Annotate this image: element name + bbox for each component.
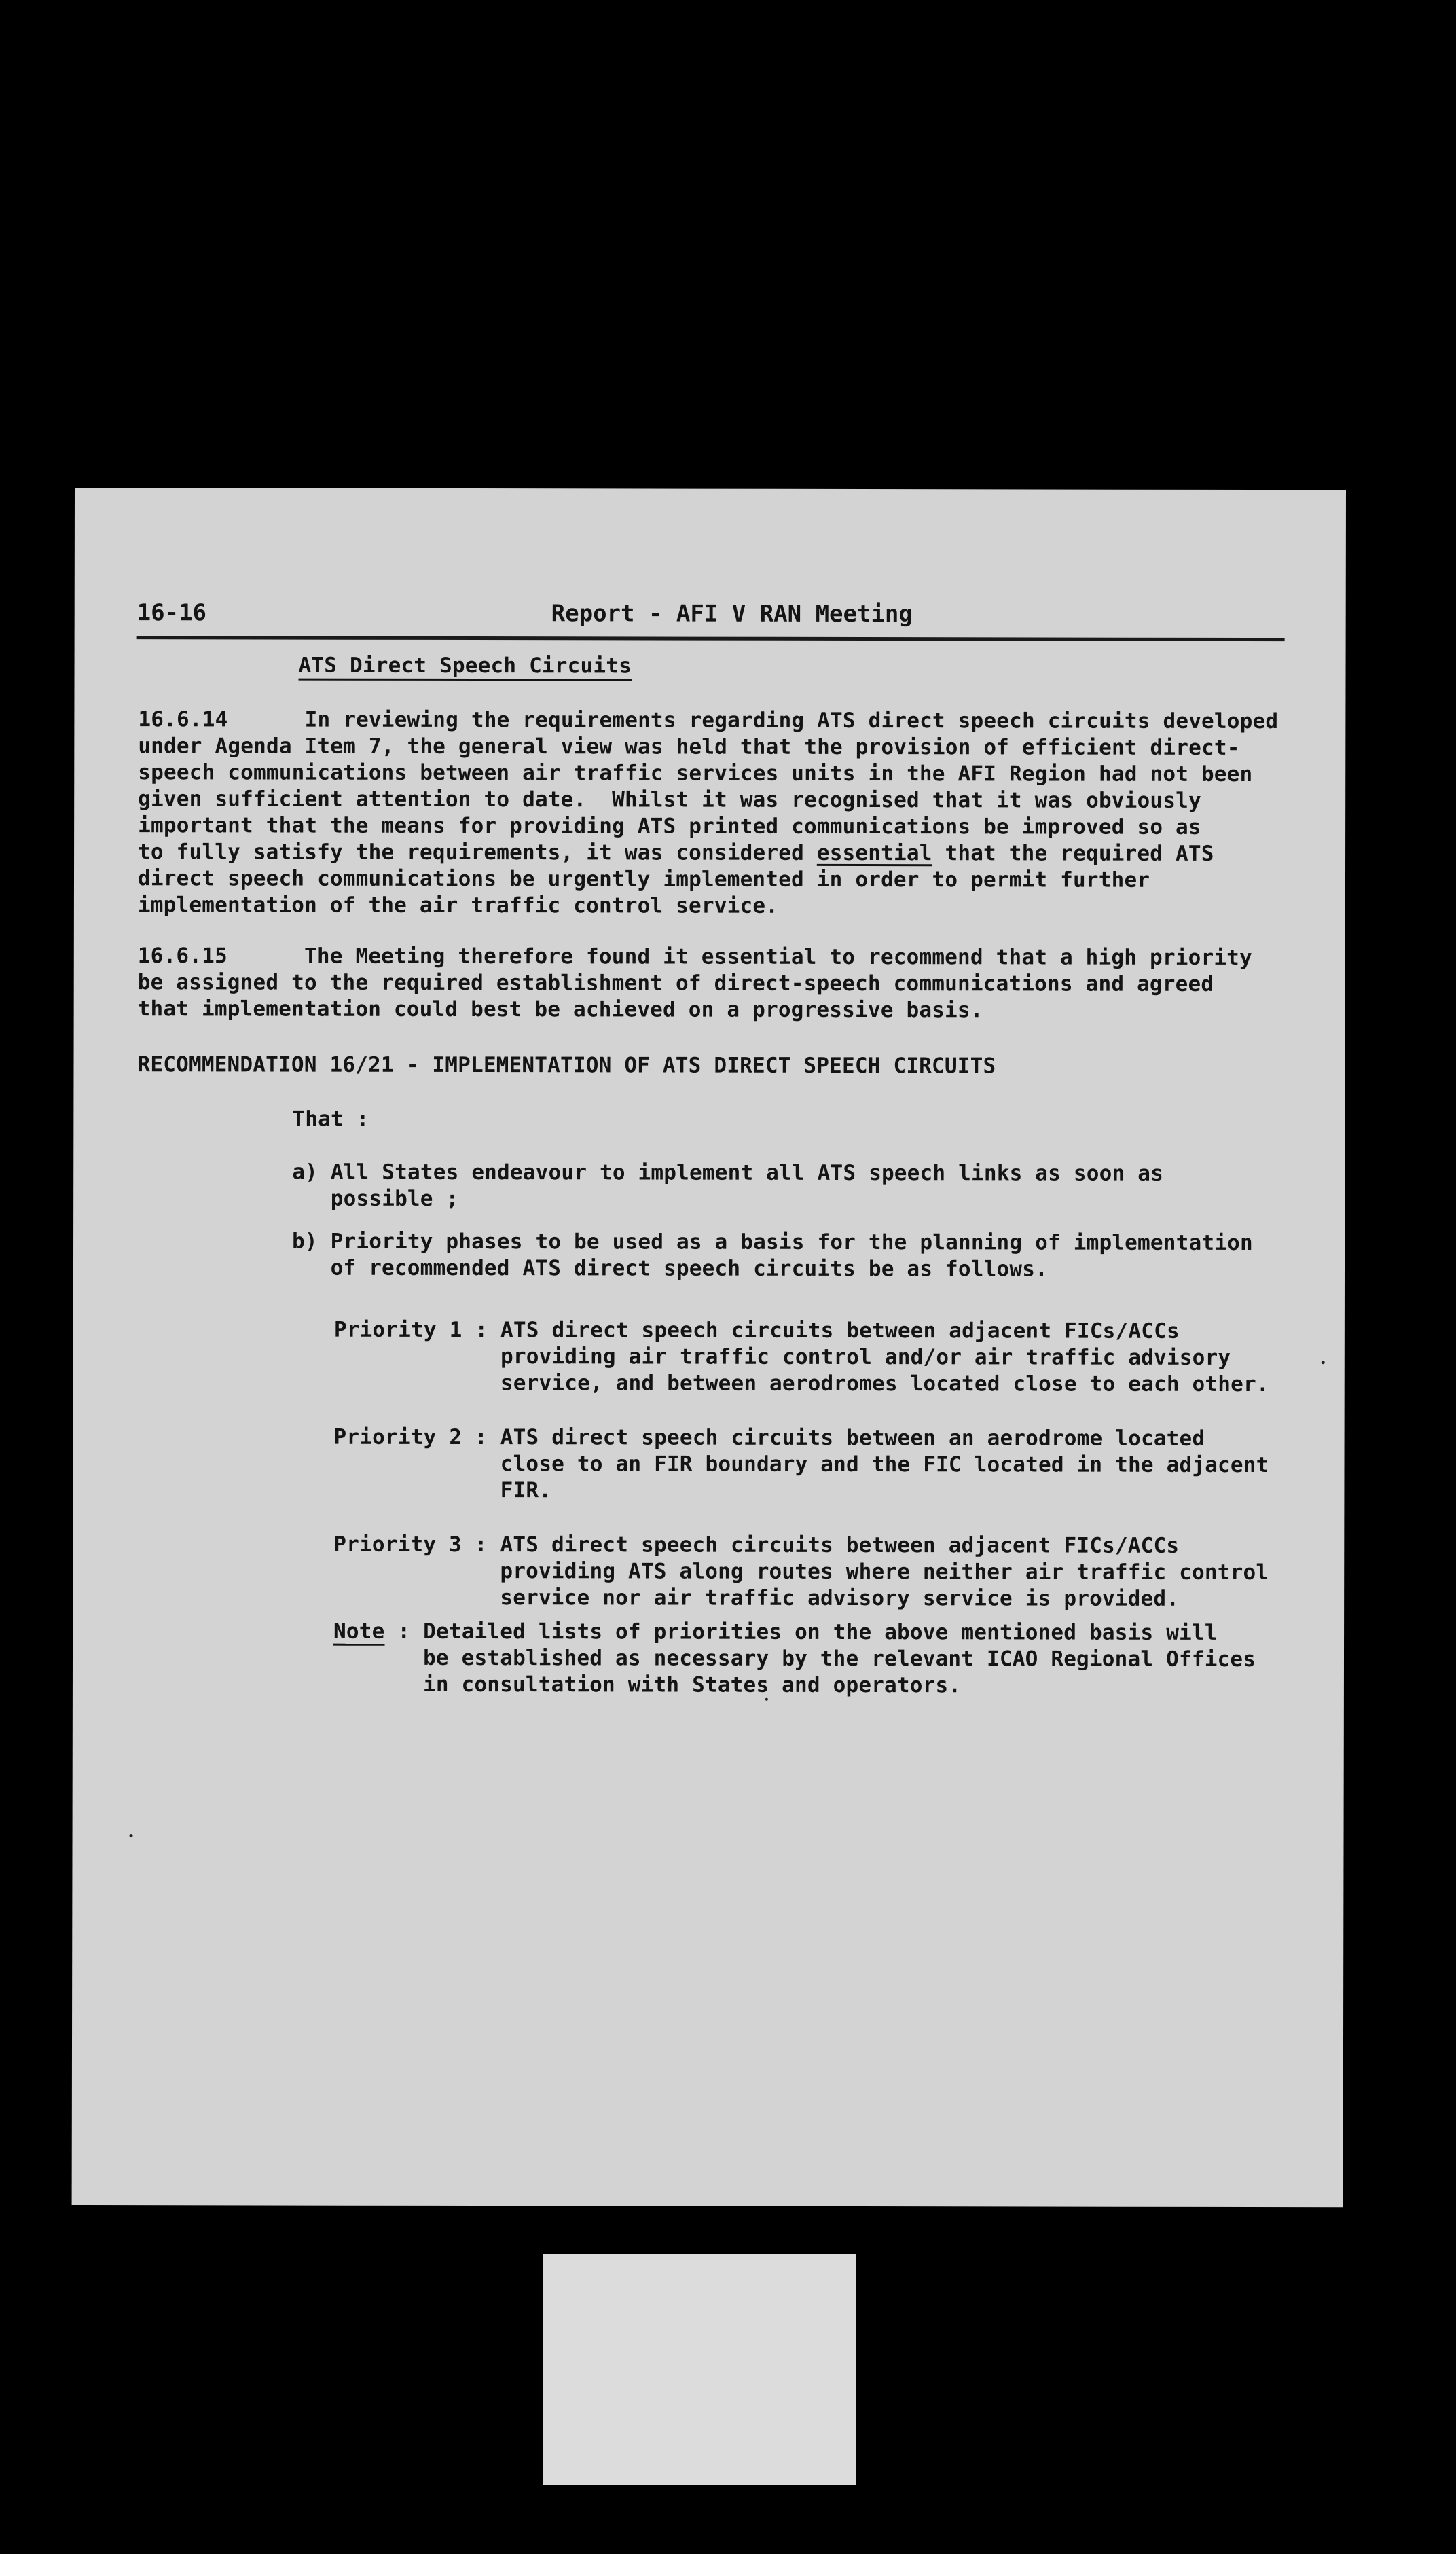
paragraph-line: that implementation could best be achieved on a progressive basis. — [137, 996, 983, 1023]
that-label: That : — [292, 1107, 369, 1132]
paragraph-line-head: to fully satisfy the requirements, it was considered — [138, 840, 817, 865]
blank-card — [543, 2254, 856, 2485]
paragraph-line: under Agenda Item 7, the general view was held that the provision of efficient direct- — [138, 734, 1240, 760]
paper-speck — [765, 1698, 768, 1701]
paper-speck — [130, 1834, 133, 1837]
section-heading: ATS Direct Speech Circuits — [298, 653, 632, 679]
priority-3: Priority 3 : ATS direct speech circuits between adjacent FICs/ACCs providing ATS along routes where neither air traffic control service nor air traffic advisory service is provided. — [333, 1532, 1269, 1611]
note-label: Note — [333, 1619, 385, 1644]
priority-2: Priority 2 : ATS direct speech circuits between an aerodrome located close to an FIR boundary and the FIC located in the adjacent FIR. — [333, 1424, 1269, 1503]
paragraph-line: given sufficient attention to date. Whilst it was recognised that it was obviously — [138, 787, 1201, 813]
page-number: 16-16 — [136, 599, 207, 627]
recommendation-item-b: b) Priority phases to be used as a basis for the planning of implementation of recommended ATS direct speech circuits be as follows. — [291, 1229, 1253, 1282]
paragraph-line-tail: that the required ATS — [932, 841, 1214, 866]
paragraph-line: implementation of the air traffic control service. — [137, 893, 779, 918]
emphasis-word: essential — [816, 840, 932, 866]
priority-1: Priority 1 : ATS direct speech circuits between adjacent FICs/ACCs providing air traffic control and/or air traffic advisory service, and between aerodromes located close to each other. — [333, 1317, 1269, 1397]
note-block — [333, 1619, 1256, 1699]
recommendation-item-a: a) All States endeavour to implement all ATS speech links as soon as possible ; — [292, 1159, 1164, 1211]
paragraph-line-with-emphasis — [138, 839, 1306, 867]
page-header — [137, 595, 1285, 641]
paragraph-line: 16.6.15 The Meeting therefore found it essential to recommend that a high priority — [137, 943, 1252, 971]
note-text: : Detailed lists of priorities on the above mentioned basis will be established as necessary by the relevant ICAO Regional Offices in consultation with States and operators. — [333, 1619, 1256, 1698]
paragraph-line: direct speech communications be urgently implemented in order to permit further — [137, 866, 1150, 893]
paragraph-line: be assigned to the required establishment of direct-speech communications and agreed — [137, 970, 1214, 996]
paper-speck — [1322, 1361, 1325, 1364]
paragraph-line: 16.6.14 In reviewing the requirements regarding ATS direct speech circuits developed — [138, 707, 1279, 734]
document-page — [72, 488, 1346, 2207]
paragraph-line: important that the means for providing ATS printed communications be improved so as — [138, 813, 1201, 840]
recommendation-heading: RECOMMENDATION 16/21 - IMPLEMENTATION OF ATS DIRECT SPEECH CIRCUITS — [137, 1052, 996, 1079]
paragraph-16-6-15 — [138, 943, 1306, 1024]
report-title: Report - AFI V RAN Meeting — [551, 600, 913, 628]
paragraph-16-6-14 — [138, 706, 1307, 920]
paragraph-line: speech communications between air traffic services units in the AFI Region had not been — [138, 760, 1253, 787]
